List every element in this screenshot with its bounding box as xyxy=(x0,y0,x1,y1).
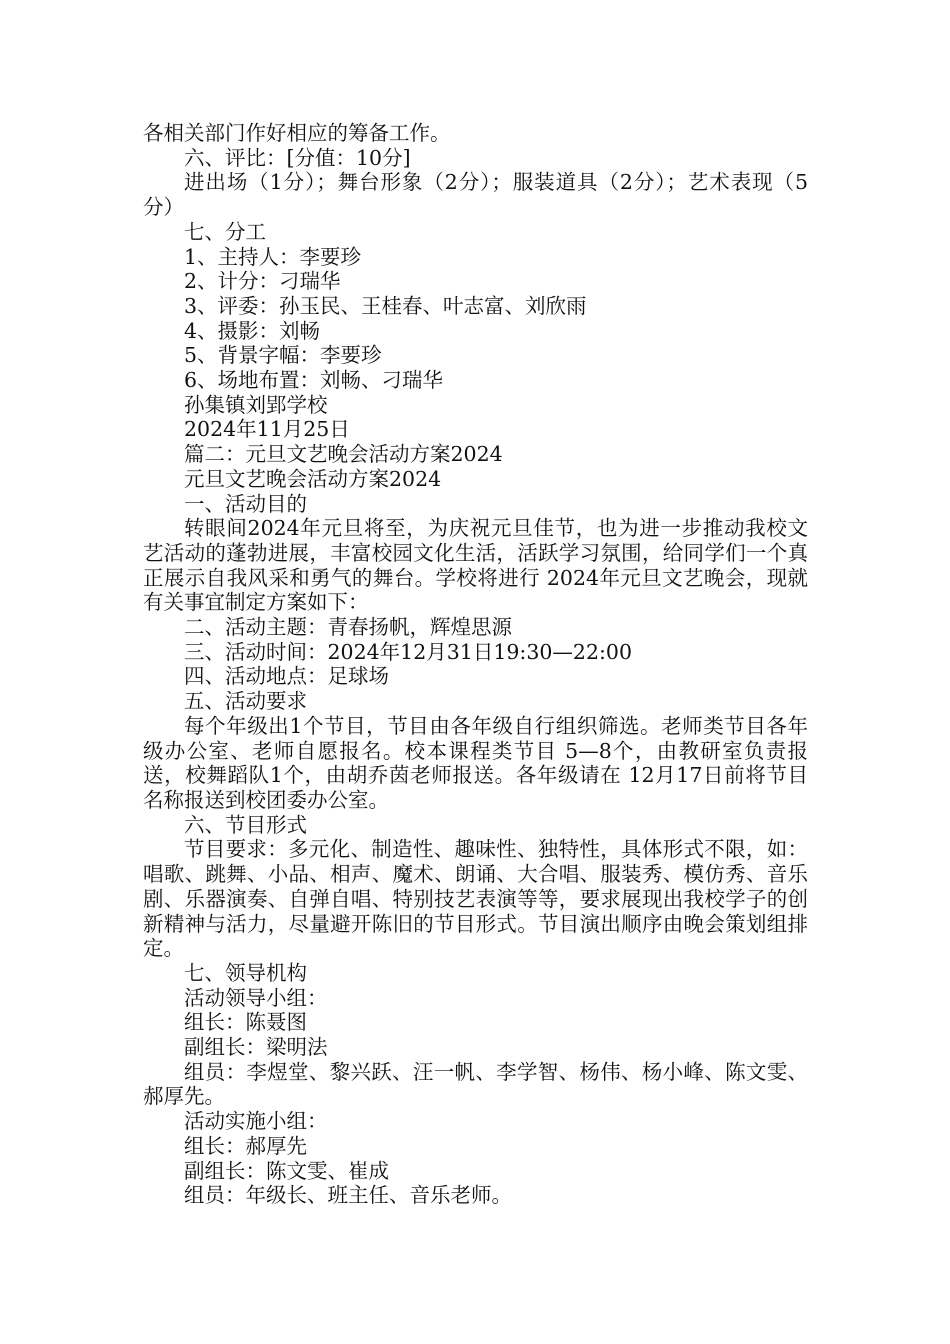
label-implementation-group: 活动实施小组： xyxy=(184,1109,328,1134)
signature-school: 孙集镇刘郢学校 xyxy=(184,392,328,417)
heading-scoring: 六、评比：[分值：10分] xyxy=(184,145,411,170)
heading-leadership: 七、领导机构 xyxy=(184,960,307,985)
list-item-judges: 3、评委：孙玉民、王桂春、叶志富、刘欣雨 xyxy=(184,293,587,318)
implementation-deputy: 副组长：陈文雯、崔成 xyxy=(184,1158,389,1183)
list-item-venue-setup: 6、场地布置：刘畅、刁瑞华 xyxy=(184,368,444,393)
paragraph-program-format: 节目要求：多元化、制造性、趣味性、独特性，具体形式不限，如：唱歌、跳舞、小品、相声、魔术、朗诵、大合唱、服装秀、模仿秀、音乐剧、乐器演奏、自弹自唱、特别技艺表演等等，要求展现出我校学子的创新精神与活力，尽量避开陈旧的节目形式。节目演出顺序由晚会策划组排定。 xyxy=(143,837,808,961)
heading-division-of-labor: 七、分工 xyxy=(184,219,266,244)
list-item-banner: 5、背景字幅：李要珍 xyxy=(184,343,382,368)
leadership-members: 组员：李煜堂、黎兴跃、汪一帆、李学智、杨伟、杨小峰、陈文雯、郝厚先。 xyxy=(143,1059,808,1109)
paragraph-requirements: 每个年级出1个节目，节目由各年级自行组织筛选。老师类节目各年级办公室、老师自愿报名。校本课程类节目 5—8个，由教研室负责报送，校舞蹈队1个，由胡乔茵老师报送。各年级请在 12月17日前将节目名称报送到校团委办公室。 xyxy=(143,713,808,812)
heading-requirements: 五、活动要求 xyxy=(184,689,307,714)
leadership-leader: 组长：陈聂图 xyxy=(184,1010,307,1035)
heading-theme: 二、活动主题：青春扬帆，辉煌思源 xyxy=(184,615,512,640)
paragraph-purpose: 转眼间2024年元旦将至，为庆祝元旦佳节，也为进一步推动我校文艺活动的蓬勃进展，丰富校园文化生活，活跃学习氛围，给同学们一个真正展示自我风采和勇气的舞台。学校将进行 2024年元旦文艺晚会，现就有关事宜制定方案如下： xyxy=(143,516,808,615)
paragraph-continuation: 各相关部门作好相应的筹备工作。 xyxy=(143,121,451,145)
list-item-scorekeeper: 2、计分：刁瑞华 xyxy=(184,269,341,294)
paragraph-scoring-items: 进出场（1分）；舞台形象（2分）；服装道具（2分）；艺术表现（5分） xyxy=(143,170,808,220)
implementation-members: 组员：年级长、班主任、音乐老师。 xyxy=(184,1183,512,1208)
section-title-part-two: 篇二：元旦文艺晚会活动方案2024 xyxy=(184,442,503,467)
document-title: 元旦文艺晚会活动方案2024 xyxy=(184,466,442,491)
label-leadership-group: 活动领导小组： xyxy=(184,985,328,1010)
signature-date: 2024年11月25日 xyxy=(184,417,350,442)
heading-purpose: 一、活动目的 xyxy=(184,491,307,516)
heading-time: 三、活动时间：2024年12月31日19:30—22:00 xyxy=(184,639,632,664)
implementation-leader: 组长：郝厚先 xyxy=(184,1133,307,1158)
leadership-deputy: 副组长：梁明法 xyxy=(184,1035,328,1060)
document-body xyxy=(143,121,808,1208)
list-item-photography: 4、摄影：刘畅 xyxy=(184,318,321,343)
heading-location: 四、活动地点：足球场 xyxy=(184,664,389,689)
list-item-host: 1、主持人：李要珍 xyxy=(184,244,362,269)
heading-program-format: 六、节目形式 xyxy=(184,812,307,837)
